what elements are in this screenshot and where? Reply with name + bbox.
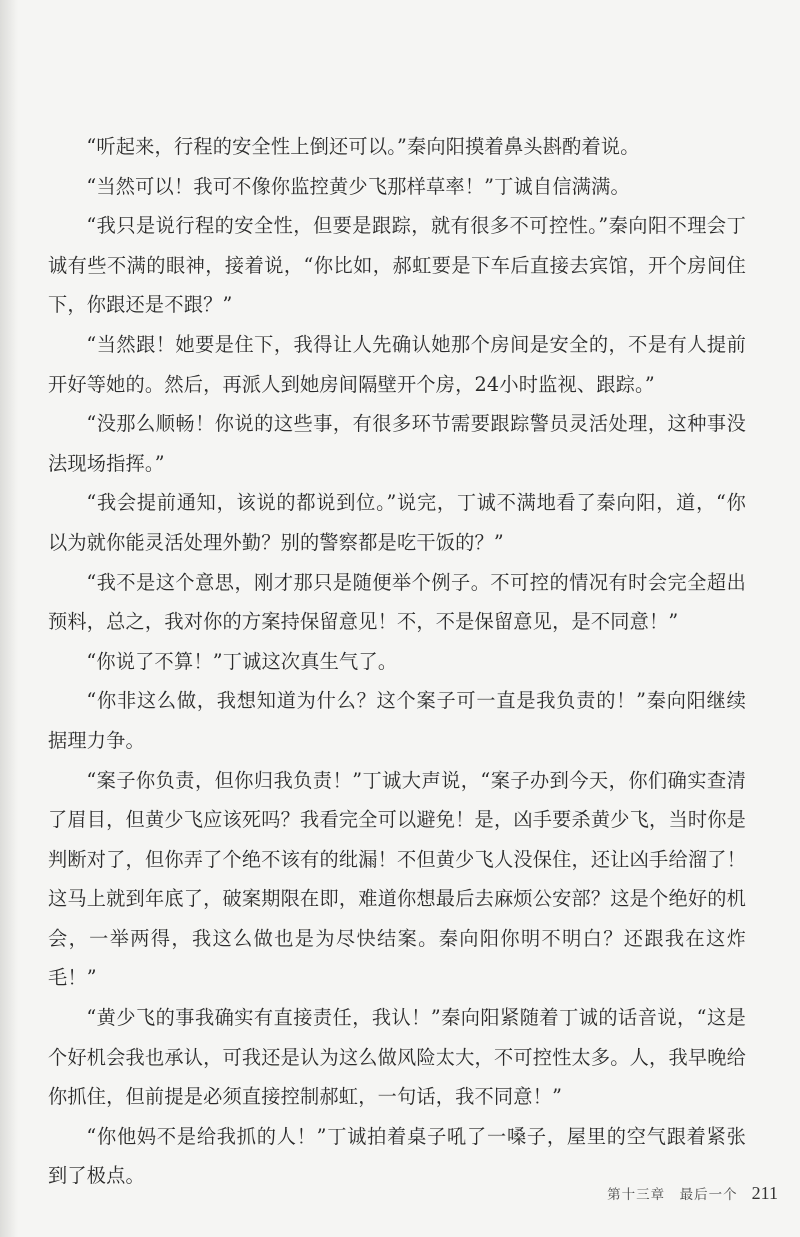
body-text — [48, 127, 746, 1196]
paragraph: “没那么顺畅！你说的这些事，有很多环节需要跟踪警员灵活处理，这种事没法现场指挥。” — [48, 412, 746, 475]
page-number: 211 — [751, 1183, 778, 1203]
page-gutter-shadow — [0, 0, 18, 1237]
paragraph: “当然可以！我可不像你监控黄少飞那样草率！”丁诚自信满满。 — [86, 174, 630, 198]
paragraph: “我会提前通知，该说的都说到位。”说完，丁诚不满地看了秦向阳，道，“你以为就你能灵活处理外勤？别的警察都是吃干饭的？” — [48, 491, 746, 554]
paragraph: “听起来，行程的安全性上倒还可以。”秦向阳摸着鼻头斟酌着说。 — [86, 135, 640, 158]
page-footer — [607, 1183, 778, 1211]
running-head: 第十三章 最后一个 — [607, 1187, 738, 1203]
paragraph: “我只是说行程的安全性，但要是跟踪，就有很多不可控性。”秦向阳不理会丁诚有些不满的眼神，接着说，“你比如，郝虹要是下车后直接去宾馆，开个房间住下，你跟还是不跟？” — [48, 214, 746, 317]
paragraph: “案子你负责，但你归我负责！”丁诚大声说，“案子办到今天，你们确实查清了眉目，但黄少飞应该死吗？我看完全可以避免！是，凶手要杀黄少飞，当时你是判断对了，但你弄了个绝不该有的纰漏！不但黄少飞人没保住，还让凶手给溜了！这马上就到年底了，破案期限在即，难道你想最后去麻烦公安部？这是个绝好的机会，一举两得，我这么做也是为尽快结案。秦向阳你明不明白？还跟我在这炸毛！” — [48, 768, 746, 990]
paragraph: “你他妈不是给我抓的人！”丁诚拍着桌子吼了一嗓子，屋里的空气跟着紧张到了极点。 — [48, 1124, 746, 1188]
paragraph: “当然跟！她要是住下，我得让人先确认她那个房间是安全的，不是有人提前开好等她的。然后，再派人到她房间隔壁开个房，24小时监视、跟踪。” — [48, 332, 746, 396]
paragraph: “我不是这个意思，刚才那只是随便举个例子。不可控的情况有时会完全超出预料，总之，我对你的方案持保留意见！不，不是保留意见，是不同意！” — [48, 570, 746, 634]
paragraph: “你说了不算！”丁诚这次真生气了。 — [86, 649, 398, 673]
paragraph: “你非这么做，我想知道为什么？这个案子可一直是我负责的！”秦向阳继续据理力争。 — [48, 689, 746, 752]
paragraph: “黄少飞的事我确实有直接责任，我认！”秦向阳紧随着丁诚的话音说，“这是个好机会我也承认，可我还是认为这么做风险太大，不可控性太多。人，我早晚给你抓住，但前提是必须直接控制郝虹，一句话，我不同意！” — [48, 1006, 746, 1109]
